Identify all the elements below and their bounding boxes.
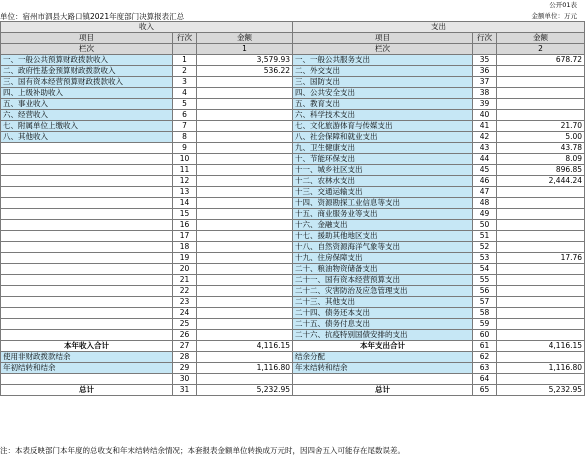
expense-item-label: 十五、商业服务业等支出 <box>293 209 473 220</box>
income-line-number: 16 <box>173 220 197 231</box>
income-item-label <box>1 165 173 176</box>
income-amount <box>197 286 293 297</box>
table-row <box>1 275 585 286</box>
income-amount <box>197 154 293 165</box>
expense-item-label: 十八、自然资源海洋气象等支出 <box>293 242 473 253</box>
income-amount <box>197 264 293 275</box>
blank-income-amount <box>197 374 293 385</box>
expense-amount <box>497 187 585 198</box>
income-item-label: 三、国有资本经营预算财政拨款收入 <box>1 77 173 88</box>
income-line-number: 14 <box>173 198 197 209</box>
income-line-number: 22 <box>173 286 197 297</box>
income-amount <box>197 198 293 209</box>
expense-line-number: 37 <box>473 77 497 88</box>
expense-line-number: 45 <box>473 165 497 176</box>
income-line-header: 行次 <box>173 33 197 44</box>
section-header-row <box>1 22 585 33</box>
expense-item-label: 一、一般公共服务支出 <box>293 55 473 66</box>
expense-item-label: 十六、金融支出 <box>293 220 473 231</box>
beginning-balance-line: 29 <box>173 363 197 374</box>
income-item-label <box>1 319 173 330</box>
ending-balance-amount: 1,116.80 <box>497 363 585 374</box>
income-amount <box>197 220 293 231</box>
table-row <box>1 165 585 176</box>
income-item-label <box>1 286 173 297</box>
income-line-number: 6 <box>173 110 197 121</box>
income-line-number: 20 <box>173 264 197 275</box>
expense-item-label: 十一、城乡社区支出 <box>293 165 473 176</box>
table-row <box>1 330 585 341</box>
expense-item-label: 十、节能环保支出 <box>293 154 473 165</box>
expense-line-number: 44 <box>473 154 497 165</box>
expense-line-number: 57 <box>473 297 497 308</box>
income-line-number: 23 <box>173 297 197 308</box>
expense-section-header: 支出 <box>293 22 585 33</box>
income-column-number: 1 <box>197 44 293 55</box>
expense-column-number: 2 <box>497 44 585 55</box>
income-item-header: 项目 <box>1 33 173 44</box>
grand-income-total-amount: 5,232.95 <box>197 385 293 396</box>
column-header-row <box>1 33 585 44</box>
expense-line-number: 35 <box>473 55 497 66</box>
income-line-number: 4 <box>173 88 197 99</box>
income-column-spacer <box>173 44 197 55</box>
expense-amount <box>497 308 585 319</box>
income-column-label: 栏次 <box>1 44 173 55</box>
income-item-label <box>1 198 173 209</box>
expense-item-label: 二十三、其他支出 <box>293 297 473 308</box>
income-amount <box>197 319 293 330</box>
expense-item-label: 四、公共安全支出 <box>293 88 473 99</box>
expense-item-header: 项目 <box>293 33 473 44</box>
nonfiscal-balance-line: 28 <box>173 352 197 363</box>
expense-line-number: 47 <box>473 187 497 198</box>
expense-item-label: 二十五、债务付息支出 <box>293 319 473 330</box>
income-amount: 536.22 <box>197 66 293 77</box>
income-item-label <box>1 154 173 165</box>
expense-item-label: 二十一、国有资本经营预算支出 <box>293 275 473 286</box>
expense-amount: 2,444.24 <box>497 176 585 187</box>
column-number-row <box>1 44 585 55</box>
income-amount <box>197 77 293 88</box>
expense-amount <box>497 286 585 297</box>
income-amount <box>197 253 293 264</box>
income-line-number: 11 <box>173 165 197 176</box>
table-row <box>1 154 585 165</box>
income-line-number: 2 <box>173 66 197 77</box>
income-line-number: 17 <box>173 231 197 242</box>
blank-income-label <box>1 374 173 385</box>
year-expense-total-label: 本年支出合计 <box>293 341 473 352</box>
expense-line-number: 53 <box>473 253 497 264</box>
table-row <box>1 231 585 242</box>
expense-item-label: 七、文化旅游体育与传媒支出 <box>293 121 473 132</box>
income-amount <box>197 187 293 198</box>
income-line-number: 8 <box>173 132 197 143</box>
income-amount <box>197 121 293 132</box>
table-row <box>1 286 585 297</box>
table-row <box>1 66 585 77</box>
expense-line-number: 46 <box>473 176 497 187</box>
income-item-label: 六、经营收入 <box>1 110 173 121</box>
carryover-row <box>1 363 585 374</box>
income-amount <box>197 165 293 176</box>
income-amount <box>197 99 293 110</box>
table-row <box>1 121 585 132</box>
income-line-number: 19 <box>173 253 197 264</box>
expense-line-number: 55 <box>473 275 497 286</box>
expense-amount <box>497 297 585 308</box>
income-line-number: 7 <box>173 121 197 132</box>
income-amount <box>197 231 293 242</box>
expense-line-number: 36 <box>473 66 497 77</box>
expense-line-number: 50 <box>473 220 497 231</box>
grand-total-row <box>1 385 585 396</box>
table-row <box>1 187 585 198</box>
income-item-label <box>1 264 173 275</box>
balance-allocation-amount <box>497 352 585 363</box>
expense-amount: 678.72 <box>497 55 585 66</box>
balance-use-row <box>1 352 585 363</box>
expense-amount: 8.09 <box>497 154 585 165</box>
income-amount <box>197 176 293 187</box>
income-amount <box>197 308 293 319</box>
income-line-number: 9 <box>173 143 197 154</box>
grand-expense-total-amount: 5,232.95 <box>497 385 585 396</box>
reporting-unit: 单位：宿州市泗县大路口镇2021年度部门决算报表汇总 <box>0 12 185 21</box>
grand-expense-total-line: 65 <box>473 385 497 396</box>
expense-amount: 17.76 <box>497 253 585 264</box>
table-row <box>1 319 585 330</box>
income-line-number: 25 <box>173 319 197 330</box>
expense-line-number: 41 <box>473 121 497 132</box>
income-line-number: 12 <box>173 176 197 187</box>
balance-allocation-label: 结余分配 <box>293 352 473 363</box>
grand-expense-total-label: 总计 <box>293 385 473 396</box>
expense-item-label: 二、外交支出 <box>293 66 473 77</box>
income-item-label: 八、其他收入 <box>1 132 173 143</box>
table-row <box>1 242 585 253</box>
expense-item-label: 十九、住房保障支出 <box>293 253 473 264</box>
income-amount: 3,579.93 <box>197 55 293 66</box>
income-item-label <box>1 275 173 286</box>
expense-item-label: 二十二、灾害防治及应急管理支出 <box>293 286 473 297</box>
table-row <box>1 209 585 220</box>
expense-line-number: 48 <box>473 198 497 209</box>
income-amount <box>197 209 293 220</box>
income-item-label <box>1 209 173 220</box>
blank-expense-amount <box>497 374 585 385</box>
blank-expense-label <box>293 374 473 385</box>
expense-column-label: 栏次 <box>293 44 473 55</box>
income-amount <box>197 110 293 121</box>
expense-line-number: 38 <box>473 88 497 99</box>
income-item-label: 二、政府性基金预算财政拨款收入 <box>1 66 173 77</box>
year-income-total-label: 本年收入合计 <box>1 341 173 352</box>
table-row <box>1 88 585 99</box>
income-amount <box>197 88 293 99</box>
expense-line-header: 行次 <box>473 33 497 44</box>
income-item-label: 一、一般公共预算财政拨款收入 <box>1 55 173 66</box>
year-income-total-line: 27 <box>173 341 197 352</box>
expense-amount <box>497 275 585 286</box>
income-item-label: 五、事业收入 <box>1 99 173 110</box>
expense-item-label: 十二、农林水支出 <box>293 176 473 187</box>
expense-amount: 5.00 <box>497 132 585 143</box>
table-row <box>1 77 585 88</box>
expense-item-label: 八、社会保障和就业支出 <box>293 132 473 143</box>
income-item-label: 七、附属单位上缴收入 <box>1 121 173 132</box>
expense-line-number: 43 <box>473 143 497 154</box>
expense-item-label: 十三、交通运输支出 <box>293 187 473 198</box>
blank-row <box>1 374 585 385</box>
year-expense-total-amount: 4,116.15 <box>497 341 585 352</box>
expense-amount: 21.70 <box>497 121 585 132</box>
expense-item-label: 二十六、抗疫特别国债安排的支出 <box>293 330 473 341</box>
expense-amount <box>497 110 585 121</box>
budget-report-table <box>0 21 585 396</box>
expense-item-label: 二十四、债务还本支出 <box>293 308 473 319</box>
income-item-label <box>1 330 173 341</box>
income-amount <box>197 242 293 253</box>
table-row <box>1 110 585 121</box>
income-amount <box>197 275 293 286</box>
footnote: 注：本表反映部门本年度的总收支和年末结转结余情况；本套报表金额单位转换成万元时，因四舍五入可能存在尾数误差。 <box>0 446 405 455</box>
table-row <box>1 220 585 231</box>
income-item-label <box>1 297 173 308</box>
expense-amount <box>497 264 585 275</box>
blank-expense-line: 64 <box>473 374 497 385</box>
income-amount <box>197 143 293 154</box>
table-row <box>1 99 585 110</box>
income-amount <box>197 297 293 308</box>
income-line-number: 3 <box>173 77 197 88</box>
income-item-label <box>1 176 173 187</box>
expense-line-number: 59 <box>473 319 497 330</box>
year-total-row <box>1 341 585 352</box>
expense-amount <box>497 198 585 209</box>
nonfiscal-balance-label: 使用非财政拨款结余 <box>1 352 173 363</box>
income-line-number: 26 <box>173 330 197 341</box>
income-amount-header: 金额 <box>197 33 293 44</box>
ending-balance-line: 63 <box>473 363 497 374</box>
income-item-label <box>1 242 173 253</box>
expense-amount <box>497 319 585 330</box>
amount-unit: 金额单位：万元 <box>531 12 577 20</box>
expense-line-number: 51 <box>473 231 497 242</box>
expense-item-label: 十七、援助其他地区支出 <box>293 231 473 242</box>
table-row <box>1 308 585 319</box>
form-code: 公开01表 <box>549 1 577 9</box>
expense-amount <box>497 242 585 253</box>
expense-line-number: 54 <box>473 264 497 275</box>
income-line-number: 24 <box>173 308 197 319</box>
year-expense-total-line: 61 <box>473 341 497 352</box>
expense-line-number: 52 <box>473 242 497 253</box>
income-section-header: 收入 <box>1 22 293 33</box>
table-row <box>1 198 585 209</box>
expense-line-number: 58 <box>473 308 497 319</box>
expense-line-number: 40 <box>473 110 497 121</box>
expense-line-number: 49 <box>473 209 497 220</box>
income-line-number: 10 <box>173 154 197 165</box>
blank-income-line: 30 <box>173 374 197 385</box>
income-item-label: 四、上级补助收入 <box>1 88 173 99</box>
table-row <box>1 264 585 275</box>
expense-line-number: 42 <box>473 132 497 143</box>
expense-amount <box>497 330 585 341</box>
beginning-balance-amount: 1,116.80 <box>197 363 293 374</box>
income-item-label <box>1 231 173 242</box>
income-line-number: 18 <box>173 242 197 253</box>
expense-line-number: 60 <box>473 330 497 341</box>
expense-amount: 43.78 <box>497 143 585 154</box>
expense-amount-header: 金额 <box>497 33 585 44</box>
expense-amount: 896.85 <box>497 165 585 176</box>
expense-amount <box>497 231 585 242</box>
expense-amount <box>497 88 585 99</box>
ending-balance-label: 年末结转和结余 <box>293 363 473 374</box>
expense-amount <box>497 220 585 231</box>
expense-line-number: 39 <box>473 99 497 110</box>
expense-column-spacer <box>473 44 497 55</box>
grand-income-total-label: 总计 <box>1 385 173 396</box>
income-line-number: 15 <box>173 209 197 220</box>
nonfiscal-balance-amount <box>197 352 293 363</box>
income-amount <box>197 132 293 143</box>
income-item-label <box>1 143 173 154</box>
year-income-total-amount: 4,116.15 <box>197 341 293 352</box>
expense-item-label: 六、科学技术支出 <box>293 110 473 121</box>
balance-allocation-line: 62 <box>473 352 497 363</box>
table-row <box>1 297 585 308</box>
table-row <box>1 132 585 143</box>
income-line-number: 5 <box>173 99 197 110</box>
expense-item-label: 九、卫生健康支出 <box>293 143 473 154</box>
income-item-label <box>1 253 173 264</box>
table-row <box>1 253 585 264</box>
beginning-balance-label: 年初结转和结余 <box>1 363 173 374</box>
income-amount <box>197 330 293 341</box>
expense-item-label: 二十、粮油物资储备支出 <box>293 264 473 275</box>
income-item-label <box>1 220 173 231</box>
expense-amount <box>497 77 585 88</box>
income-item-label <box>1 308 173 319</box>
expense-item-label: 十四、资源勘探工业信息等支出 <box>293 198 473 209</box>
income-line-number: 21 <box>173 275 197 286</box>
table-row <box>1 55 585 66</box>
grand-income-total-line: 31 <box>173 385 197 396</box>
expense-line-number: 56 <box>473 286 497 297</box>
income-item-label <box>1 187 173 198</box>
table-row <box>1 143 585 154</box>
expense-item-label: 三、国防支出 <box>293 77 473 88</box>
table-row <box>1 176 585 187</box>
expense-amount <box>497 66 585 77</box>
expense-item-label: 五、教育支出 <box>293 99 473 110</box>
income-line-number: 1 <box>173 55 197 66</box>
expense-amount <box>497 209 585 220</box>
income-line-number: 13 <box>173 187 197 198</box>
expense-amount <box>497 99 585 110</box>
